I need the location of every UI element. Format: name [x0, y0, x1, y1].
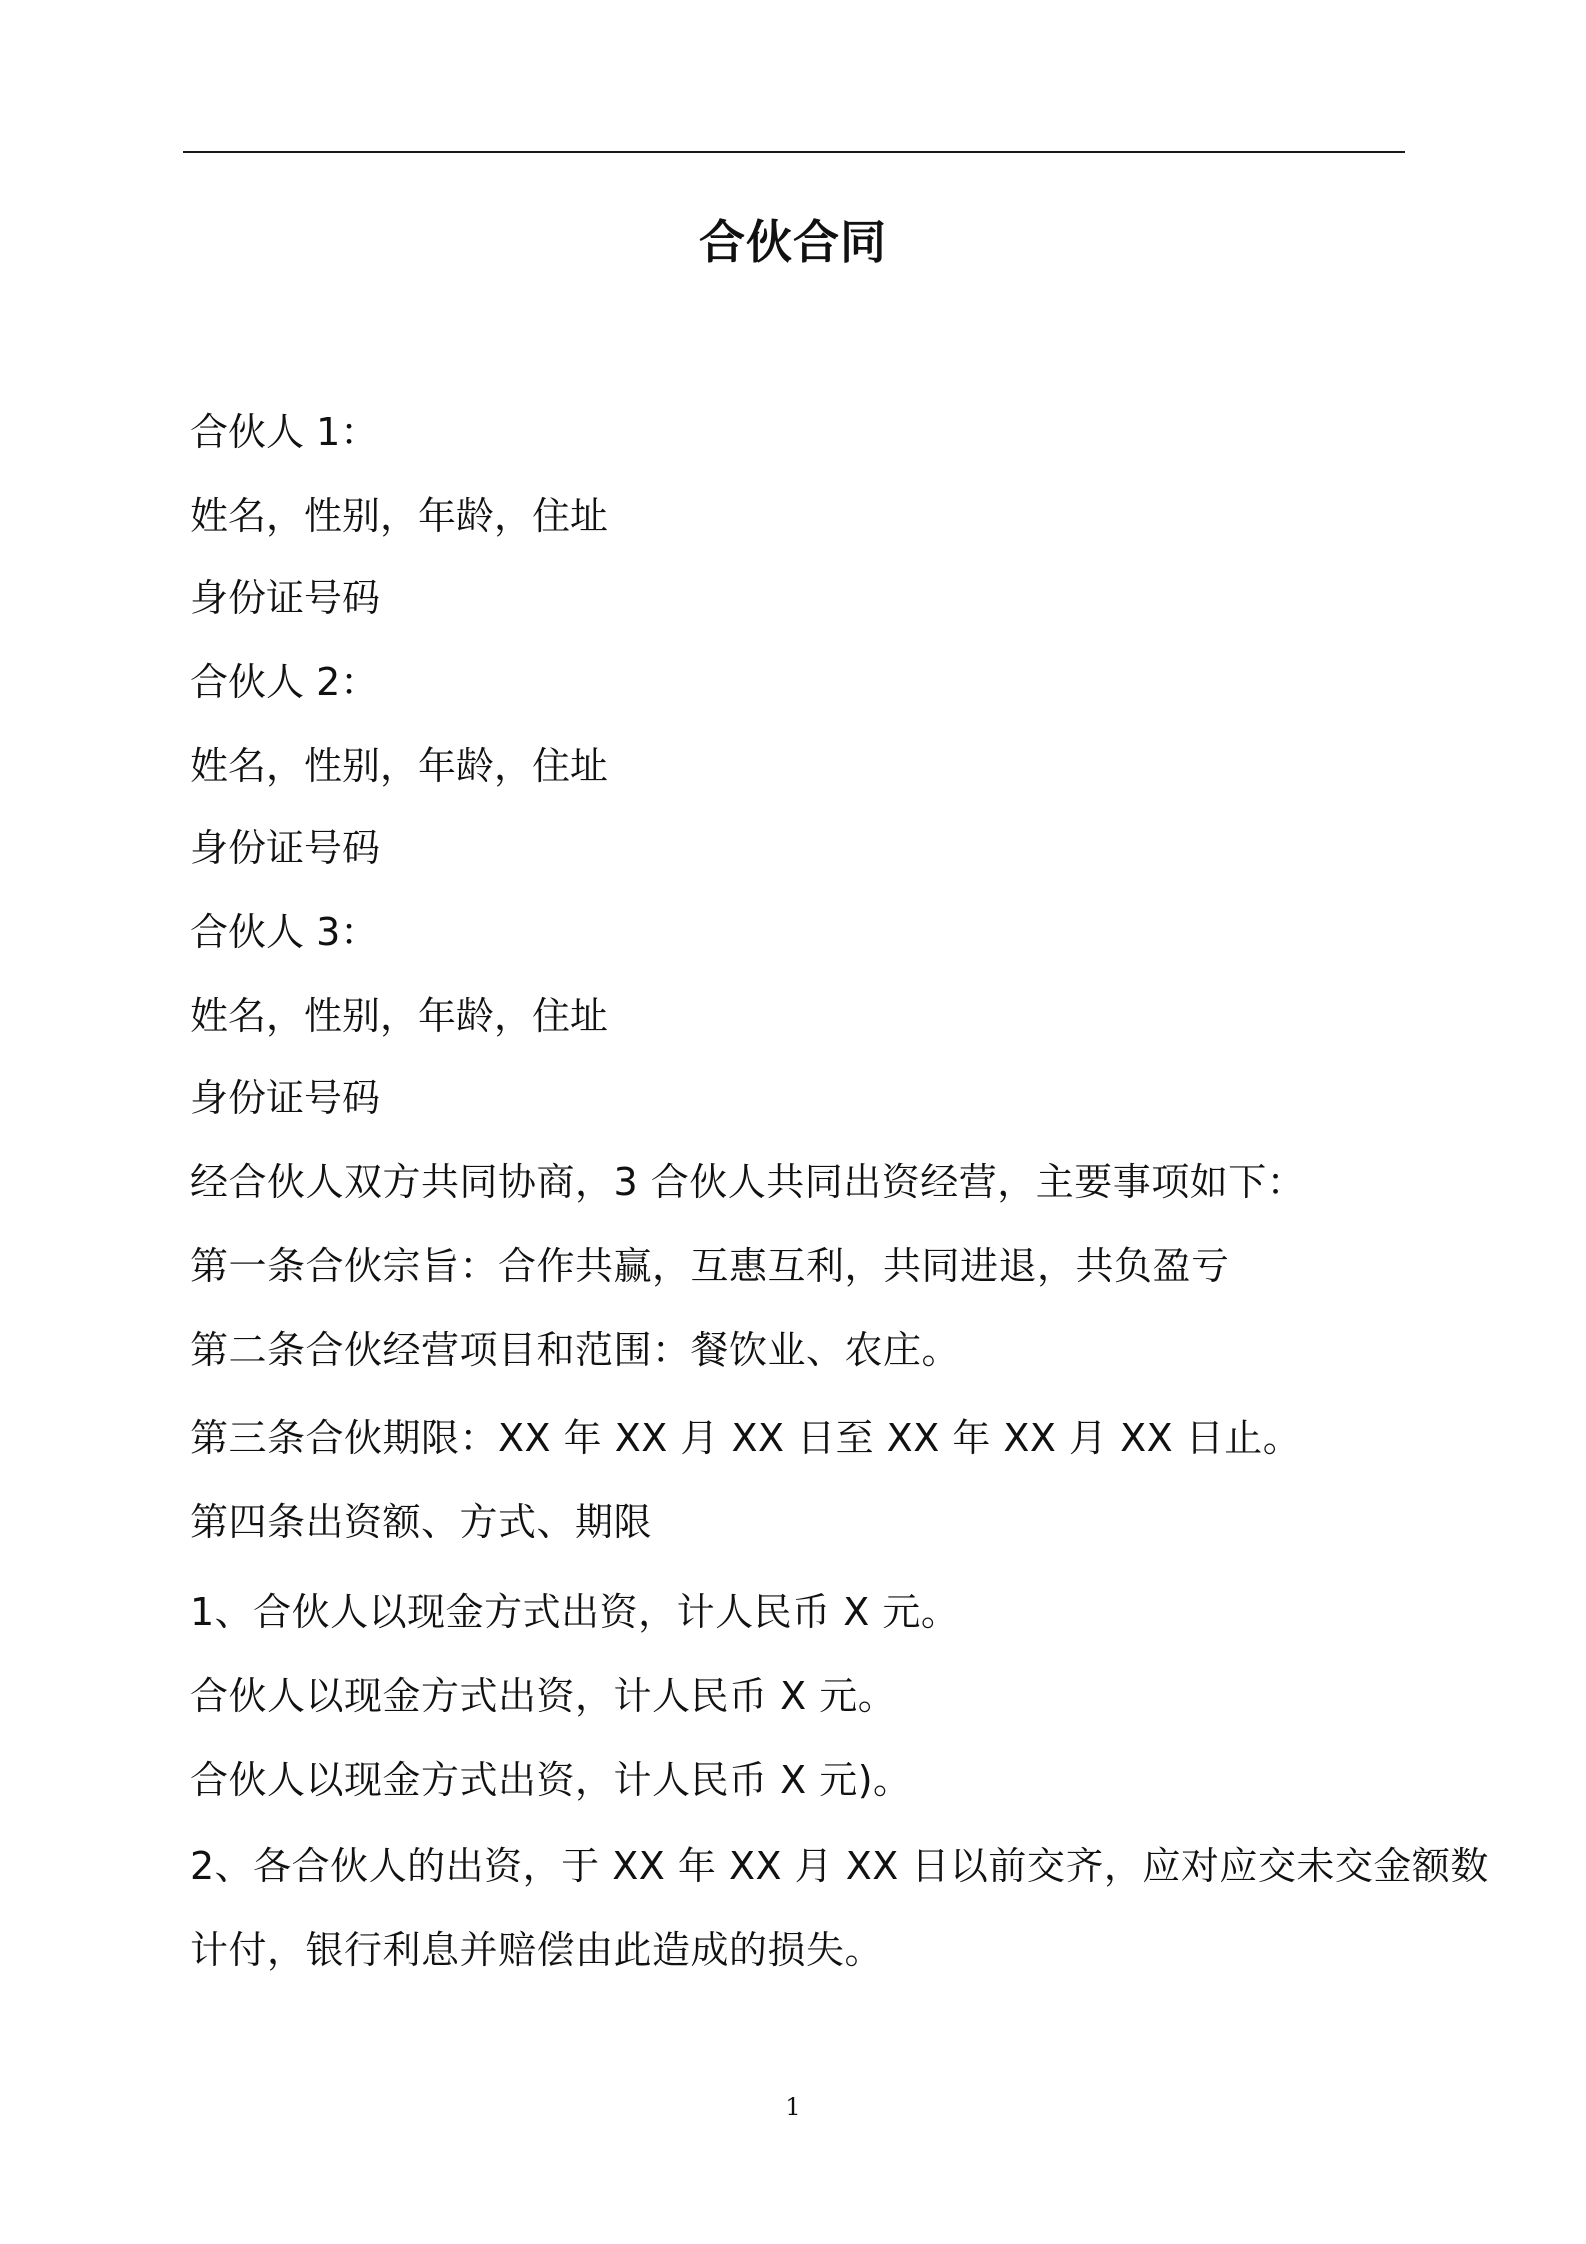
partner-2-id: 身份证号码 [190, 826, 381, 870]
article-4-heading: 第四条出资额、方式、期限 [190, 1500, 653, 1544]
contribution-clause-1b: 合伙人以现金方式出资，计人民币 X 元。 [190, 1674, 897, 1718]
article-3: 第三条合伙期限：XX 年 XX 月 XX 日至 XX 年 XX 月 XX 日止。 [190, 1416, 1302, 1460]
partner-3-id: 身份证号码 [190, 1076, 381, 1120]
partner-1-id: 身份证号码 [190, 576, 381, 620]
partner-2-details: 姓名，性别，年龄，住址 [190, 744, 609, 788]
agreement-intro: 经合伙人双方共同协商，3 合伙人共同出资经营，主要事项如下： [190, 1160, 1306, 1204]
partner-1-details: 姓名，性别，年龄，住址 [190, 494, 609, 538]
header-rule [183, 151, 1405, 153]
contribution-clause-1c: 合伙人以现金方式出资，计人民币 X 元)。 [190, 1758, 912, 1802]
contribution-clause-2-line-1: 2、各合伙人的出资，于 XX 年 XX 月 XX 日以前交齐，应对应交未交金额数 [190, 1844, 1489, 1888]
contribution-clause-1: 1、合伙人以现金方式出资，计人民币 X 元。 [190, 1590, 960, 1634]
partner-2-heading: 合伙人 2： [190, 660, 379, 704]
page-number: 1 [785, 2093, 801, 2121]
article-1: 第一条合伙宗旨：合作共赢，互惠互利，共同进退，共负盈亏 [190, 1244, 1230, 1288]
article-2: 第二条合伙经营项目和范围：餐饮业、农庄。 [190, 1328, 961, 1372]
contribution-clause-2-line-2: 计付，银行利息并赔偿由此造成的损失。 [190, 1928, 884, 1972]
partner-1-heading: 合伙人 1： [190, 410, 379, 454]
partner-3-details: 姓名，性别，年龄，住址 [190, 994, 609, 1038]
partner-3-heading: 合伙人 3： [190, 910, 379, 954]
document-title: 合伙合同 [699, 215, 887, 269]
